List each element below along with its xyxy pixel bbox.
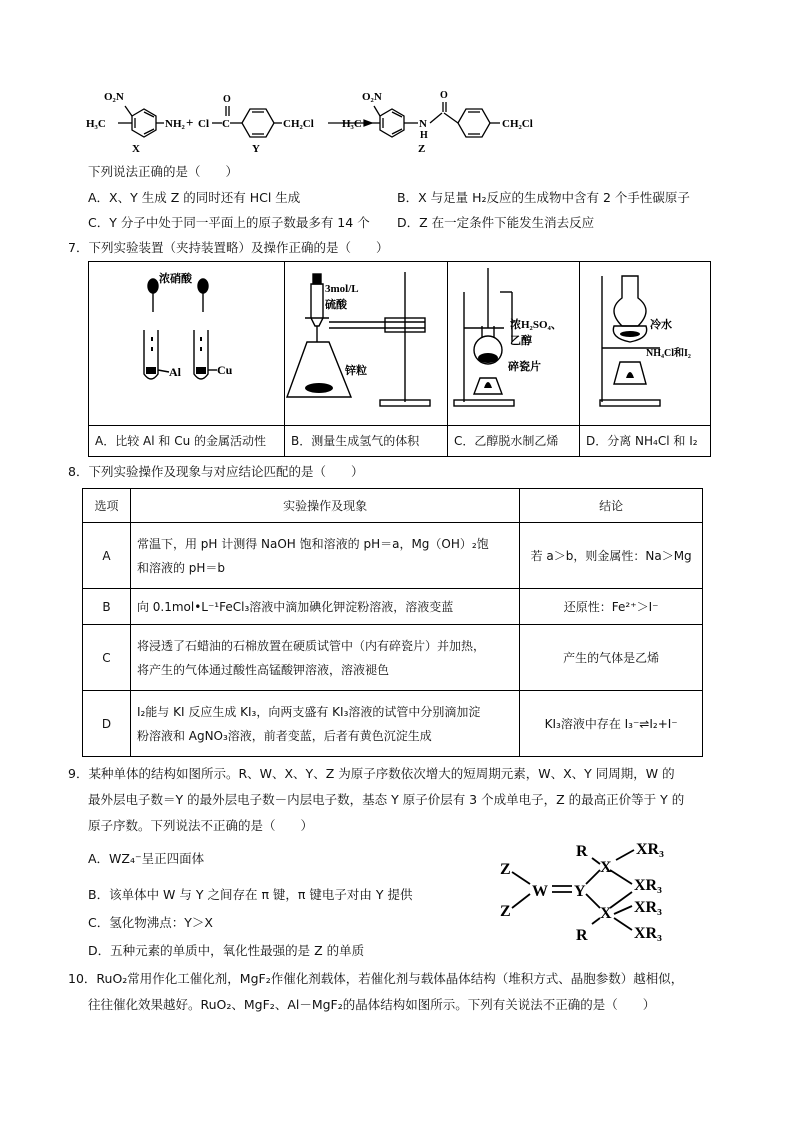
struct-xr4: XR₃	[634, 925, 662, 942]
q6-stem: 下列说法正确的是（ ）	[88, 164, 239, 179]
struct-x2: X	[600, 905, 612, 922]
struct-xr2: XR₃	[634, 877, 662, 894]
q8-stem: 8．下列实验操作及现象与对应结论匹配的是（ ）	[68, 464, 364, 479]
q7-panel-a	[89, 262, 285, 426]
q8-row-d-op-line1: I₂能与 KI 反应生成 KI₃，向两支盛有 KI₃溶液的试管中分别滴加淀	[136, 704, 481, 719]
q10-line1: 10．RuO₂常用作化工催化剂，MgF₂作催化剂载体，若催化剂与载体晶体结构（堆积方式、晶胞参数）越相似，	[68, 971, 684, 986]
q9-option-c: C．氢化物沸点：Y＞X	[88, 915, 213, 930]
label-3mol: 3mol/L	[325, 283, 359, 295]
z-n: N	[419, 118, 427, 130]
q6-option-a: A．X、Y 生成 Z 的同时还有 HCl 生成	[88, 190, 301, 205]
q8-row-d-op-line2: 粉溶液和 AgNO₃溶液，前者变蓝，后者有黄色沉淀生成	[136, 728, 432, 743]
label-al: Al	[169, 365, 181, 379]
nitric-acid-tubes	[89, 262, 284, 422]
q7-caption-b: B．测量生成氢气的体积	[285, 426, 448, 457]
sublimation-apparatus	[580, 262, 710, 422]
table-row	[83, 589, 703, 625]
q9-option-a: A．WZ₄⁻呈正四面体	[88, 851, 205, 866]
struct-xr3: XR₃	[634, 899, 662, 916]
struct-r2: R	[576, 927, 588, 944]
reaction-scheme	[80, 78, 720, 158]
q6-option-b: B．X 与足量 H₂反应的生成物中含有 2 个手性碳原子	[397, 190, 690, 205]
label-cu: Cu	[217, 363, 233, 377]
struct-xr1: XR₃	[636, 841, 664, 858]
plus-sign: +	[186, 115, 194, 130]
q7-caption-c: C．乙醇脱水制乙烯	[448, 426, 580, 457]
q9-stem-line3: 原子序数。下列说法不正确的是（ ）	[88, 818, 314, 833]
monomer-structure	[496, 836, 706, 948]
z-h: H	[420, 130, 428, 141]
label-conc-nitric: 浓硝酸	[159, 273, 192, 285]
q8-table	[82, 488, 703, 757]
y-acyl-cl: Cl	[198, 118, 209, 130]
label-cold-water: 冷水	[650, 319, 672, 331]
struct-z2: Z	[500, 903, 511, 920]
q7-panel-b	[285, 262, 448, 426]
hydrogen-volume-apparatus	[285, 262, 447, 422]
q8-row-a-conclusion: 若 a＞b，则金属性：Na＞Mg	[520, 523, 703, 589]
q8-row-b-conclusion: 还原性：Fe²⁺＞I⁻	[520, 589, 703, 625]
q9-stem-line2: 最外层电子数＝Y 的最外层电子数－内层电子数，基态 Y 原子价层有 3 个成单电子，Z 的最高正价等于 Y 的	[88, 792, 685, 807]
struct-r1: R	[576, 843, 588, 860]
x-nitro: O₂N	[104, 91, 124, 103]
q8-row-b-option: B	[83, 589, 131, 625]
y-carbonyl-o: O	[223, 94, 231, 105]
q7-caption-d: D．分离 NH₄Cl 和 I₂	[580, 426, 711, 457]
q8-header-operation: 实验操作及现象	[130, 489, 519, 523]
q8-row-c-op-line1: 将浸透了石蜡油的石棉放置在硬质试管中（内有碎瓷片）并加热，	[136, 638, 485, 653]
struct-w: W	[532, 883, 548, 900]
y-carbon: C	[222, 118, 230, 130]
label-porcelain: 碎瓷片	[508, 361, 541, 373]
q8-header-conclusion: 结论	[520, 489, 703, 523]
q8-row-c-op-line2: 将产生的气体通过酸性高锰酸钾溶液，溶液褪色	[136, 662, 389, 677]
z-label: Z	[418, 143, 426, 155]
struct-x1: X	[600, 859, 612, 876]
struct-z1: Z	[500, 861, 511, 878]
q8-row-a-option: A	[83, 523, 131, 589]
x-amine: NH₂	[165, 118, 185, 130]
q8-row-c-option: C	[83, 625, 131, 691]
q9-option-d: D．五种元素的单质中，氧化性最强的是 Z 的单质	[88, 943, 365, 958]
z-o: O	[440, 90, 448, 101]
x-label: X	[132, 143, 140, 155]
q9-option-b: B．该单体中 W 与 Y 之间存在 π 键，π 键电子对由 Y 提供	[88, 887, 413, 902]
q8-row-d-option: D	[83, 691, 131, 757]
label-nh4cl-i2: NH₄Cl和I₂	[646, 348, 691, 359]
y-ch2cl: CH₂Cl	[283, 118, 314, 130]
q6-option-d: D．Z 在一定条件下能发生消去反应	[397, 215, 595, 230]
q7-caption-a: A．比较 Al 和 Cu 的金属活动性	[89, 426, 285, 457]
z-ch2cl: CH₂Cl	[502, 118, 533, 130]
q8-header-option: 选项	[83, 489, 131, 523]
table-row	[83, 691, 703, 757]
y-label: Y	[252, 143, 260, 155]
z-nitro: O₂N	[362, 91, 382, 103]
q8-row-b-op-line1: 向 0.1mol•L⁻¹FeCl₃溶液中滴加碘化钾淀粉溶液，溶液变蓝	[136, 599, 454, 614]
q9-stem-line1: 9．某种单体的结构如图所示。R、W、X、Y、Z 为原子序数依次增大的短周期元素，W、X、Y 同周期，W 的	[68, 766, 675, 781]
q7-stem: 7．下列实验装置（夹持装置略）及操作正确的是（ ）	[68, 240, 389, 255]
label-sulfuric: 硫酸	[325, 299, 347, 311]
q8-row-a-op-line2: 和溶液的 pH＝b	[136, 560, 226, 575]
table-row	[83, 625, 703, 691]
q7-apparatus-table	[88, 261, 711, 457]
q8-row-d-conclusion: KI₃溶液中存在 I₃⁻⇌I₂+I⁻	[520, 691, 703, 757]
ethylene-apparatus	[448, 262, 579, 422]
label-conc-sulfuric: 浓H₂SO₄、	[510, 319, 562, 331]
x-methyl: H₃C	[86, 118, 106, 130]
q6-option-c: C．Y 分子中处于同一平面上的原子数最多有 14 个	[88, 215, 370, 230]
q7-panel-c	[448, 262, 580, 426]
label-ethanol: 乙醇	[510, 335, 532, 347]
z-methyl: H₃C	[342, 118, 362, 130]
q8-row-c-conclusion: 产生的气体是乙烯	[520, 625, 703, 691]
table-row	[83, 523, 703, 589]
q8-row-a-op-line1: 常温下，用 pH 计测得 NaOH 饱和溶液的 pH＝a，Mg（OH）₂饱	[136, 536, 489, 551]
q10-line2: 往往催化效果越好。RuO₂、MgF₂、Al－MgF₂的晶体结构如图所示。下列有关说法不正确的是（ ）	[88, 997, 656, 1012]
label-zinc: 锌粒	[345, 365, 367, 377]
q7-panel-d	[580, 262, 711, 426]
struct-y: Y	[574, 883, 586, 900]
